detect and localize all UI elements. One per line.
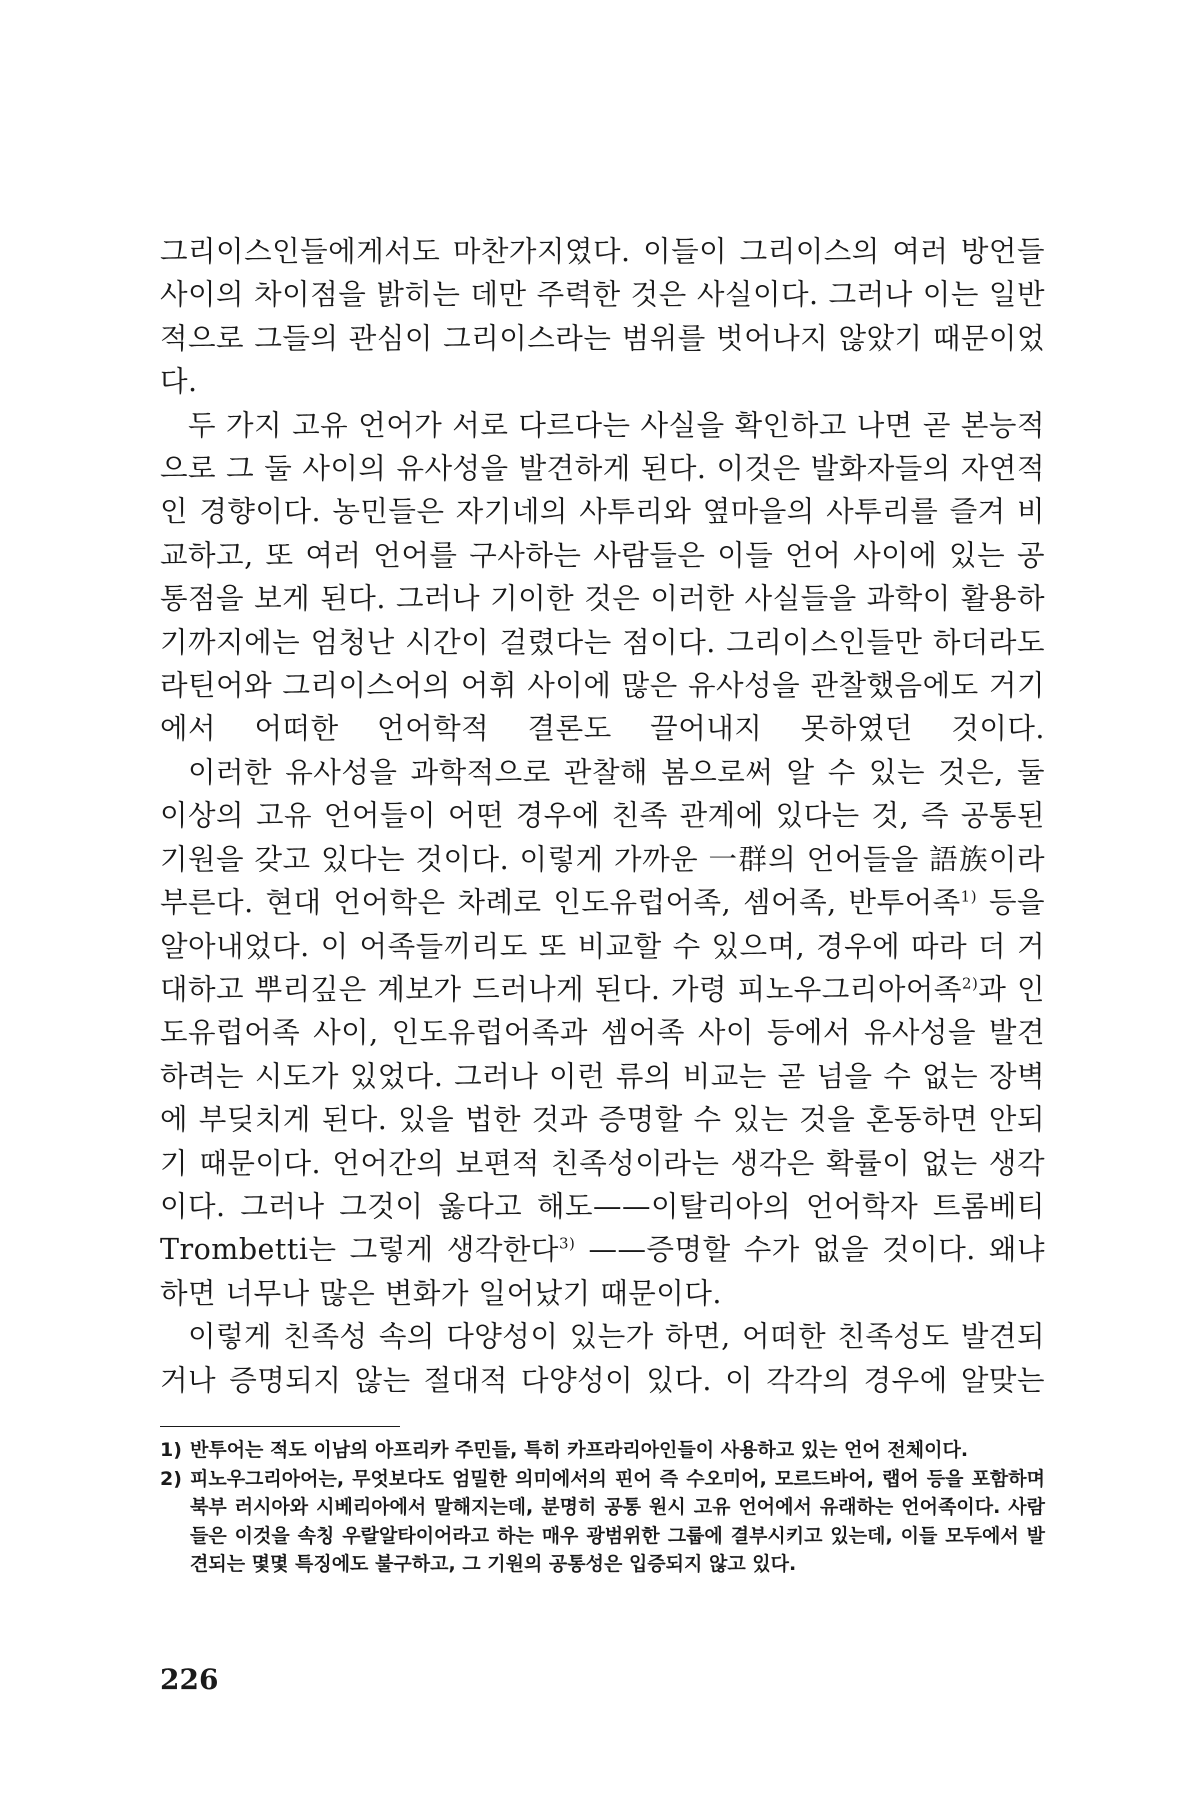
footnote-2: [160, 1465, 1045, 1579]
footnote-1-text: 반투어는 적도 이남의 아프리카 주민들, 특히 카프라리아인들이 사용하고 있는 언어 전체이다.: [190, 1439, 969, 1461]
footnote-2-text: 피노우그리아어는, 무엇보다도 엄밀한 의미에서의 핀어 즉 수오미어, 모르드바어, 랩어 등을 포함하며 북부 러시아와 시베리아에서 말해지는데, 분명히 공통 원시 고유 언어에서 유래하는 언어족이다. 사람들은 이것을 속칭 우랄알타이어라고 하는 매우 광범위한 그룹에 결부시키고 있는데, 이들 모두에서 발견되는 몇몇 특징에도 불구하고, 그 기원의 공통성은 입증되지 않고 있다.: [190, 1467, 1045, 1576]
body-text: [160, 230, 1045, 1402]
paragraph-2: 두 가지 고유 언어가 서로 다르다는 사실을 확인하고 나면 곧 본능적으로 그 둘 사이의 유사성을 발견하게 된다. 이것은 발화자들의 자연적인 경향이다. 농민들은 자기네의 사투리와 옆마을의 사투리를 즐겨 비교하고, 또 여러 언어를 구사하는 사람들은 이들 언어 사이에 있는 공통점을 보게 된다. 그러나 기이한 것은 이러한 사실들을 과학이 활용하기까지에는 엄청난 시간이 걸렸다는 점이다. 그리이스인들만 하더라도 라틴어와 그리이스어의 어휘 사이에 많은 유사성을 관찰했음에도 거기에서 어떠한 언어학적 결론도 끌어내지 못하였던 것이다.: [160, 408, 1045, 746]
paragraph-4: 이렇게 친족성 속의 다양성이 있는가 하면, 어떠한 친족성도 발견되거나 증명되지 않는 절대적 다양성이 있다. 이 각각의 경우에 알맞는: [160, 1320, 1045, 1397]
paragraph-3-part-3: 과 인도유럽어족 사이, 인도유럽어족과 셈어족 사이 등에서 유사성을 발견하려는 시도가 있었다. 그러나 이런 류의 비교는 곧 넘을 수 없는 장벽에 부딪치게 된다. 있을 법한 것과 증명할 수 있는 것을 혼동하면 안되기 때문이다. 언어간의 보편적 친족성이라는 생각은 확률이 없는 생각이다. 그러나 그것이 옳다고 해도——이탈리아의 언어학자 트롬베티 Trombetti는 그렇게 생각한다: [160, 972, 1045, 1267]
footnote-ref-1: 1): [960, 887, 978, 906]
footnotes: [160, 1436, 1045, 1579]
footnote-ref-3: 3): [558, 1234, 576, 1253]
footnote-divider: [160, 1426, 400, 1427]
paragraph-1: 그리이스인들에게서도 마찬가지였다. 이들이 그리이스의 여러 방언들 사이의 차이점을 밝히는 데만 주력한 것은 사실이다. 그러나 이는 일반적으로 그들의 관심이 그리이스라는 범위를 벗어나지 않았기 때문이었다.: [160, 235, 1045, 399]
paragraph-3-part-1: 이러한 유사성을 과학적으로 관찰해 봄으로써 알 수 있는 것은, 둘 이상의 고유 언어들이 어떤 경우에 친족 관계에 있다는 것, 즉 공통된 기원을 갖고 있다는 것이다. 이렇게 가까운 一群의 언어들을 語族이라 부른다. 현대 언어학은 차례로 인도유럽어족, 셈어족, 반투어족: [160, 755, 1045, 920]
page-number: 226: [160, 1663, 219, 1696]
footnote-2-number: 2): [160, 1467, 182, 1490]
paragraph-3: [160, 751, 1045, 1315]
footnote-1-number: 1): [160, 1439, 182, 1461]
footnote-1: [160, 1436, 1045, 1465]
footnote-ref-2: 2): [961, 974, 979, 993]
paragraph-3-part-2: 등을 알아내었다. 이 어족들끼리도 또 비교할 수 있으며, 경우에 따라 더 거대하고 뿌리깊은 계보가 드러나게 된다. 가령 피노우그리아어족: [160, 886, 1046, 1006]
paragraph-3-part-4: ——증명할 수가 없을 것이다. 왜냐하면 너무나 많은 변화가 일어났기 때문이다.: [160, 1233, 1045, 1310]
